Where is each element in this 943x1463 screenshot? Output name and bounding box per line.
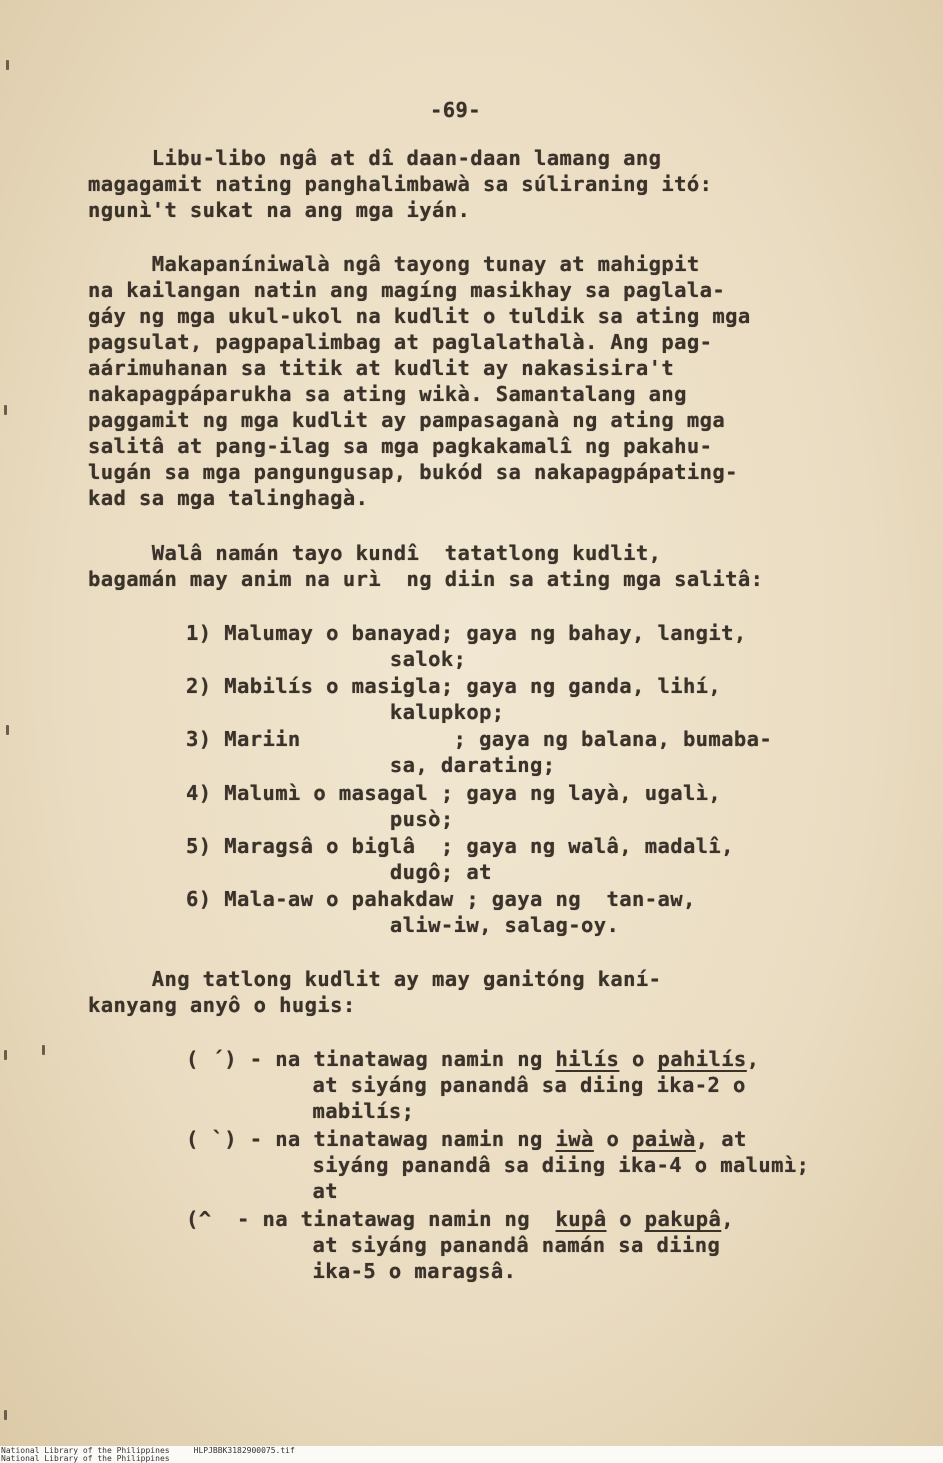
paragraph-line: Ang tatlong kudlit ay may ganitóng kaní- [88,967,662,991]
term-underlined: pakupâ [644,1207,722,1231]
accent-list-item: 6) Mala-aw o pahakdaw ; gaya ng tan-aw, [186,887,696,911]
paragraph-line: paggamit ng mga kudlit ay pampasaganà ng ating mga [88,408,726,432]
paragraph-line: lugán sa mga pangungusap, bukód sa nakapagpápating- [88,460,738,484]
accent-list-item: 2) Mabilís o masigla; gaya ng ganda, lihí, [186,674,722,698]
mark-definition-continued: ika-5 o maragsâ. [236,1259,517,1283]
page-number: -69- [430,98,481,122]
paragraph-line: magagamit nating panghalimbawà sa súliraning itó: [88,172,713,196]
accent-list-item-continued: salok; [186,647,467,671]
term-underlined: pahilís [657,1047,747,1071]
mark-definition: ( `) - na tinatawag namin ng iwà o paiwà, at [186,1127,747,1151]
term-underlined: paiwà [632,1127,696,1151]
term-underlined: hilís [555,1047,620,1071]
edge-mark [4,1410,7,1420]
mark-definition-continued: at siyáng panandâ sa diing ika-2 o [236,1073,746,1097]
term-underlined: iwà [555,1127,594,1151]
edge-mark [4,405,7,415]
paragraph-line: kanyang anyô o hugis: [88,993,356,1017]
mark-definition: ( ´) - na tinatawag namin ng hilís o pahilís, [186,1047,760,1071]
mark-definition-continued: siyáng panandâ sa diing ika-4 o malumì; [236,1153,810,1177]
accent-list-item-continued: dugô; at [186,860,492,884]
footer-line: National Library of the Philippines HLPJBBK3182900075.tif [1,1446,295,1455]
paragraph-line: nakapagpáparukha sa ating wikà. Samantalang ang [88,382,687,406]
accent-list-item: 1) Malumay o banayad; gaya ng bahay, langit, [186,621,747,645]
edge-mark [4,1050,7,1060]
paragraph-line: bagamán may anim na urì ng diin sa ating mga salitâ: [88,567,764,591]
paragraph-line: gáy ng mga ukul-ukol na kudlit o tuldik sa ating mga [88,304,751,328]
mark-definition-continued: at [236,1179,338,1203]
accent-symbol: (^ [186,1207,225,1231]
paragraph-line: Libu-libo ngâ at dî daan-daan lamang ang [88,146,662,170]
paragraph-line: Walâ namán tayo kundî tatatlong kudlit, [88,541,662,565]
accent-list-item-continued: pusò; [186,807,454,831]
paragraph-line: Makapaníniwalà ngâ tayong tunay at mahigpit [88,252,700,276]
edge-mark [42,1045,45,1055]
edge-mark [6,60,9,70]
paragraph-line: na kailangan natin ang magíng masikhay sa paglala- [88,278,726,302]
edge-mark [6,725,9,735]
paragraph-line: pagsulat, pagpapalimbag at paglalathalà. Ang pag- [88,330,713,354]
accent-list-item-continued: aliw-iw, salag-oy. [186,913,620,937]
mark-definition-continued: at siyáng panandâ namán sa diing [236,1233,721,1257]
mark-definition: (^ - na tinatawag namin ng kupâ o pakupâ, [186,1207,734,1231]
accent-list-item: 3) Mariin ; gaya ng balana, bumaba- [186,727,773,751]
paragraph-line: salitâ at pang-ilag sa mga pagkakamalî ng pakahu- [88,434,713,458]
paragraph-line: ngunì't sukat na ang mga iyán. [88,198,471,222]
accent-list-item-continued: kalupkop; [186,700,505,724]
scan-footer [0,1446,943,1463]
accent-symbol: ( ´) [186,1047,237,1071]
footer-line: National Library of the Philippines [1,1454,170,1463]
paragraph-line: kad sa mga talinghagà. [88,486,369,510]
mark-definition-continued: mabilís; [236,1099,415,1123]
paragraph-line: aárimuhanan sa titik at kudlit ay nakasisira't [88,356,675,380]
accent-list-item: 4) Malumì o masagal ; gaya ng layà, ugalì, [186,781,722,805]
accent-list-item-continued: sa, darating; [186,753,556,777]
accent-symbol: ( `) [186,1127,237,1151]
term-underlined: kupâ [555,1207,607,1231]
accent-list-item: 5) Maragsâ o biglâ ; gaya ng walâ, madalî, [186,834,734,858]
